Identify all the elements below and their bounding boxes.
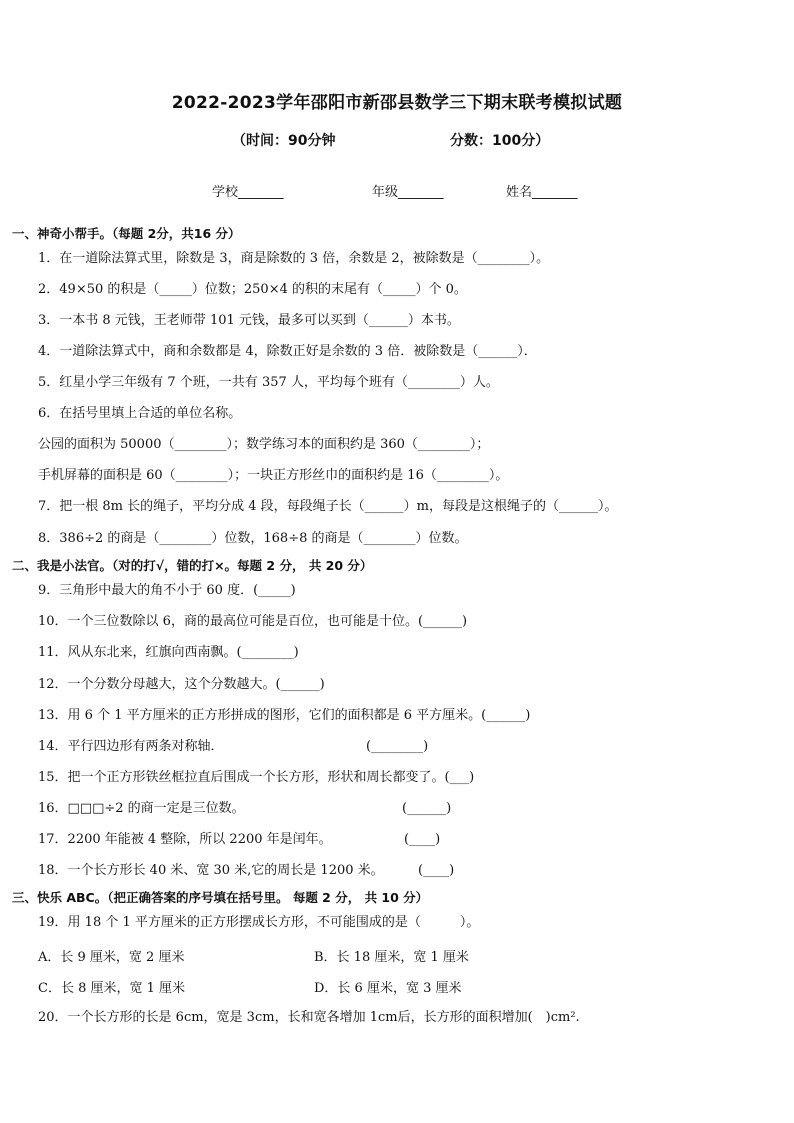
question-16: 16．□□□÷2 的商一定是三位数。	[38, 801, 245, 816]
section-3-heading: 三、快乐 ABC。（把正确答案的序号填在括号里。 每题 2 分， 共 10 分）	[12, 890, 429, 905]
question-8: 8．386÷2 的商是（________）位数，168÷8 的商是（________）位数。	[38, 531, 468, 546]
question-16-answer-box: (______)	[402, 801, 452, 816]
page-title: 2022-2023学年邵阳市新邵县数学三下期末联考模拟试题	[171, 93, 623, 113]
question-10: 10．一个三位数除以 6，商的最高位可能是百位，也可能是十位。(______)	[38, 614, 468, 629]
question-19-option-c: C．长 8 厘米，宽 1 厘米	[38, 981, 186, 996]
question-13: 13．用 6 个 1 平方厘米的正方形拼成的图形，它们的面积都是 6 平方厘米。(______)	[38, 708, 531, 723]
question-18: 18．一个长方形长 40 米、宽 30 米,它的周长是 1200 米。	[38, 863, 384, 878]
question-14-answer-box: (________)	[366, 739, 429, 754]
question-11: 11．风从东北来，红旗向西南飘。(________)	[38, 645, 299, 660]
question-6-line-b: 手机屏幕的面积是 60（________）；一块正方形丝巾的面积约是 16（________）。	[38, 468, 509, 483]
question-12: 12．一个分数分母越大，这个分数越大。(______)	[38, 677, 325, 692]
question-6-line-a: 公园的面积为 50000（________）；数学练习本的面积约是 360（________）；	[38, 437, 490, 452]
question-2: 2．49×50 的积是（_____）位数；250×4 的积的末尾有（_____）个 0。	[38, 282, 467, 297]
school-field[interactable]: 学校_______	[212, 185, 284, 200]
exam-time: （时间：90分钟	[232, 133, 336, 149]
question-1: 1．在一道除法算式里，除数是 3，商是除数的 3 倍，余数是 2，被除数是（________）。	[38, 251, 550, 266]
question-6: 6．在括号里填上合适的单位名称。	[38, 406, 242, 421]
question-4: 4．一道除法算式中，商和余数都是 4，除数正好是余数的 3 倍．被除数是（______）．	[38, 344, 537, 359]
name-field[interactable]: 姓名_______	[506, 185, 578, 200]
question-7: 7．把一根 8m 长的绳子，平均分成 4 段，每段绳子长（______）m，每段是这根绳子的（______）。	[38, 499, 618, 514]
grade-field[interactable]: 年级_______	[372, 185, 444, 200]
question-15: 15．把一个正方形铁丝框拉直后围成一个长方形，形状和周长都变了。(___)	[38, 770, 475, 785]
question-19-option-a: A．长 9 厘米，宽 2 厘米	[38, 950, 185, 965]
question-19: 19．用 18 个 1 平方厘米的正方形摆成长方形，不可能围成的是（ ）。	[38, 915, 480, 930]
question-19-option-d: D．长 6 厘米，宽 3 厘米	[314, 981, 462, 996]
section-2-heading: 二、我是小法官。（对的打√，错的打×。每题 2 分， 共 20 分）	[12, 558, 373, 573]
question-17-answer-box: (____)	[404, 832, 441, 847]
exam-score: 分数：100分）	[450, 133, 550, 149]
question-19-option-b: B．长 18 厘米，宽 1 厘米	[314, 950, 469, 965]
question-5: 5．红星小学三年级有 7 个班，一共有 357 人，平均每个班有（________）人。	[38, 375, 499, 390]
question-3: 3．一本书 8 元钱，王老师带 101 元钱，最多可以买到（______）本书。	[38, 313, 460, 328]
question-18-answer-box: (____)	[418, 863, 455, 878]
question-14: 14．平行四边形有两条对称轴．	[38, 739, 224, 754]
section-1-heading: 一、神奇小帮手。（每题 2分，共16 分）	[12, 226, 241, 241]
question-20: 20．一个长方形的长是 6cm，宽是 3cm，长和宽各增加 1cm后，长方形的面积增加( )cm².	[38, 1010, 580, 1025]
question-17: 17．2200 年能被 4 整除，所以 2200 年是闰年。	[38, 832, 332, 847]
question-9: 9．三角形中最大的角不小于 60 度．(_____)	[38, 583, 296, 598]
